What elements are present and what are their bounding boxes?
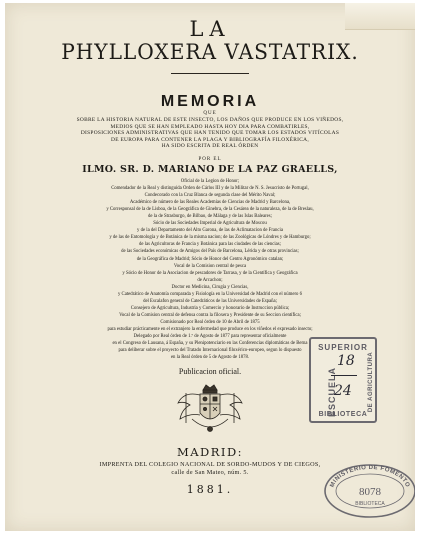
printer-address: calle de San Mateo, núm. 5.	[171, 469, 249, 476]
credential-line: y Corresponsal de la de Lisboa, de la Geográfica de Ginebra, de la Cesárea de la naturaleza, de la de Breslau,	[106, 207, 314, 213]
credential-line: para estudiar prácticamente en el extranjero la enfermedad que produce en los viñedos el expresado insecto;	[107, 326, 313, 332]
credential-line: del Escalafon general de Catedráticos de las Universidades de España;	[143, 298, 277, 304]
imprint-city: MADRID:	[176, 445, 244, 459]
credential-line: Delegado por Real órden de 1.º de Agosto de 1877 para representar oficialmente	[133, 334, 287, 340]
credential-line: Vocal de la Comision central de pesca	[173, 263, 247, 269]
handwritten-divider	[331, 375, 357, 376]
imprint-year: 1881.	[186, 483, 234, 496]
credential-line: Académico de número de las Reales Academias de Ciencias de Madrid y Barcelona,	[129, 200, 291, 206]
credential-line: Comendador de la Real y distinguida Orden de Cárlos III y de la Militar de N. S. Jesucristo de Portugal,	[111, 186, 309, 192]
description-line: DISPOSICIONES ADMINISTRATIVAS QUE HAN TENIDO QUE TOMAR LOS ESTADOS VITÍCOLAS	[80, 130, 340, 137]
credential-line: en la Real órden de 5 de Agosto de 1878.	[170, 355, 250, 361]
handwritten-shelf: 24	[334, 383, 352, 399]
credential-line: y de la del Departamento del Alto Garona, de las de Aclimatacion de Francia	[137, 228, 283, 234]
title-rule	[171, 73, 249, 74]
credential-line: de la Geográfica de Madrid; Sócio de Honor del Centro Agronómico catalan;	[136, 256, 284, 262]
credential-line: para deliberar sobre el proyecto del Tratado Internacional filoxérico-europeo, segun lo dispuesto	[118, 348, 302, 354]
royal-coat-of-arms-icon	[170, 381, 250, 437]
credential-line: Consejero de Agricultura, Industria y Comercio y honorario de Instruccion pública;	[130, 305, 290, 311]
credential-line: Comisionado por Real órden de 10 de Abril de 1875	[160, 319, 260, 325]
credential-line: de las Agricultoras de Francia y Botánica para las ciudades de las ciencias;	[139, 242, 281, 248]
ministry-stamp-sub: BIBLIOTECA	[355, 501, 385, 507]
memoria-heading: MEMORIA	[160, 93, 260, 110]
ministry-stamp-text: MINISTERIO DE FOMENTO	[329, 464, 411, 489]
credential-line: de las Sociedades económicas de Amigos del País de Barcelona, Lérida y de otras provincias;	[121, 249, 299, 255]
credential-line: Vocal de la Comision central de defensa contra la filoxera y Presidente de su Seccion científica;	[119, 312, 301, 318]
ministry-stamp-number: 8078	[359, 486, 381, 498]
printer-line: IMPRENTA DEL COLEGIO NACIONAL DE SORDO-MUDOS Y DE CIEGOS,	[99, 461, 321, 468]
credential-line: Sócio de las Sociedades Imperial de Agricultura de Moscou	[153, 221, 267, 227]
stamp-bottom-text: BIBLIOTECA	[318, 411, 368, 418]
book-title: PHYLLOXERA VASTATRIX.	[61, 40, 359, 64]
credential-line: Oficial de la Legion de Honor;	[180, 179, 240, 184]
author-name: ILMO. SR. D. MARIANO DE LA PAZ GRAELLS,	[82, 164, 338, 175]
credential-line: Condecorado con la Cruz Blanca de segunda clase del Mérito Naval;	[144, 193, 276, 199]
stamp-left-text: ESCUELA	[327, 366, 338, 418]
svg-text:MINISTERIO DE FOMENTO	[330, 465, 411, 489]
credential-line: en el Congreso de Lausana, á España, y su Plenipotenciario en las Conferencias diplomáticas de Berna	[112, 341, 308, 347]
stamp-right-text: DE AGRICULTURA	[368, 351, 375, 413]
credential-line: Doctor en Medicina, Cirugía y Ciencias,	[171, 284, 249, 290]
description-line: SOBRE LA HISTORIA NATURAL DE ESTE INSECTO, LOS DAÑOS QUE PRODUCE EN LOS VIÑEDOS,	[76, 117, 344, 123]
credential-line: y de las de Entomología y de Botánica de la misma nacion; de las Zoológicas de Lóndres y de Hamburgo;	[109, 235, 311, 241]
description-line: HA SIDO ESCRITA DE REAL ÓRDEN	[161, 143, 259, 150]
que-word: QUE	[203, 111, 217, 116]
publication-note: Publicacion oficial.	[178, 367, 242, 376]
library-stamp	[309, 337, 377, 423]
description-block	[5, 117, 415, 150]
description-line: DE EUROPA PARA CONTENER LA PLAGA Y BIBLIOGRAFÍA FILOXÉRICA,	[111, 136, 309, 143]
credential-line: y Sócio de Honor de la Asociacion de pescadores de Tarrasa, y de la Científica y Geográfica	[122, 270, 298, 276]
title-article: LA	[189, 17, 231, 41]
author-credentials	[5, 178, 415, 361]
credential-line: de la de Strasburgo, de Bilbao, de Málaga y de las Islas Baleares;	[148, 214, 272, 220]
description-line: MEDIOS QUE SE HAN EMPLEADO HASTA HOY DIA PARA COMBATIRLES,	[110, 123, 310, 130]
credential-line: de Arcachon;	[197, 277, 223, 283]
title-page	[5, 3, 415, 531]
por-el: POR EL	[198, 157, 222, 162]
ministry-oval-stamp	[321, 461, 415, 521]
stamp-top-text: SUPERIOR	[318, 343, 368, 352]
handwritten-number: 18	[337, 353, 355, 369]
credential-line: y Catedrático de Anatomía comparada y Fisiología en la Universidad de Madrid con el número 6	[117, 291, 302, 297]
